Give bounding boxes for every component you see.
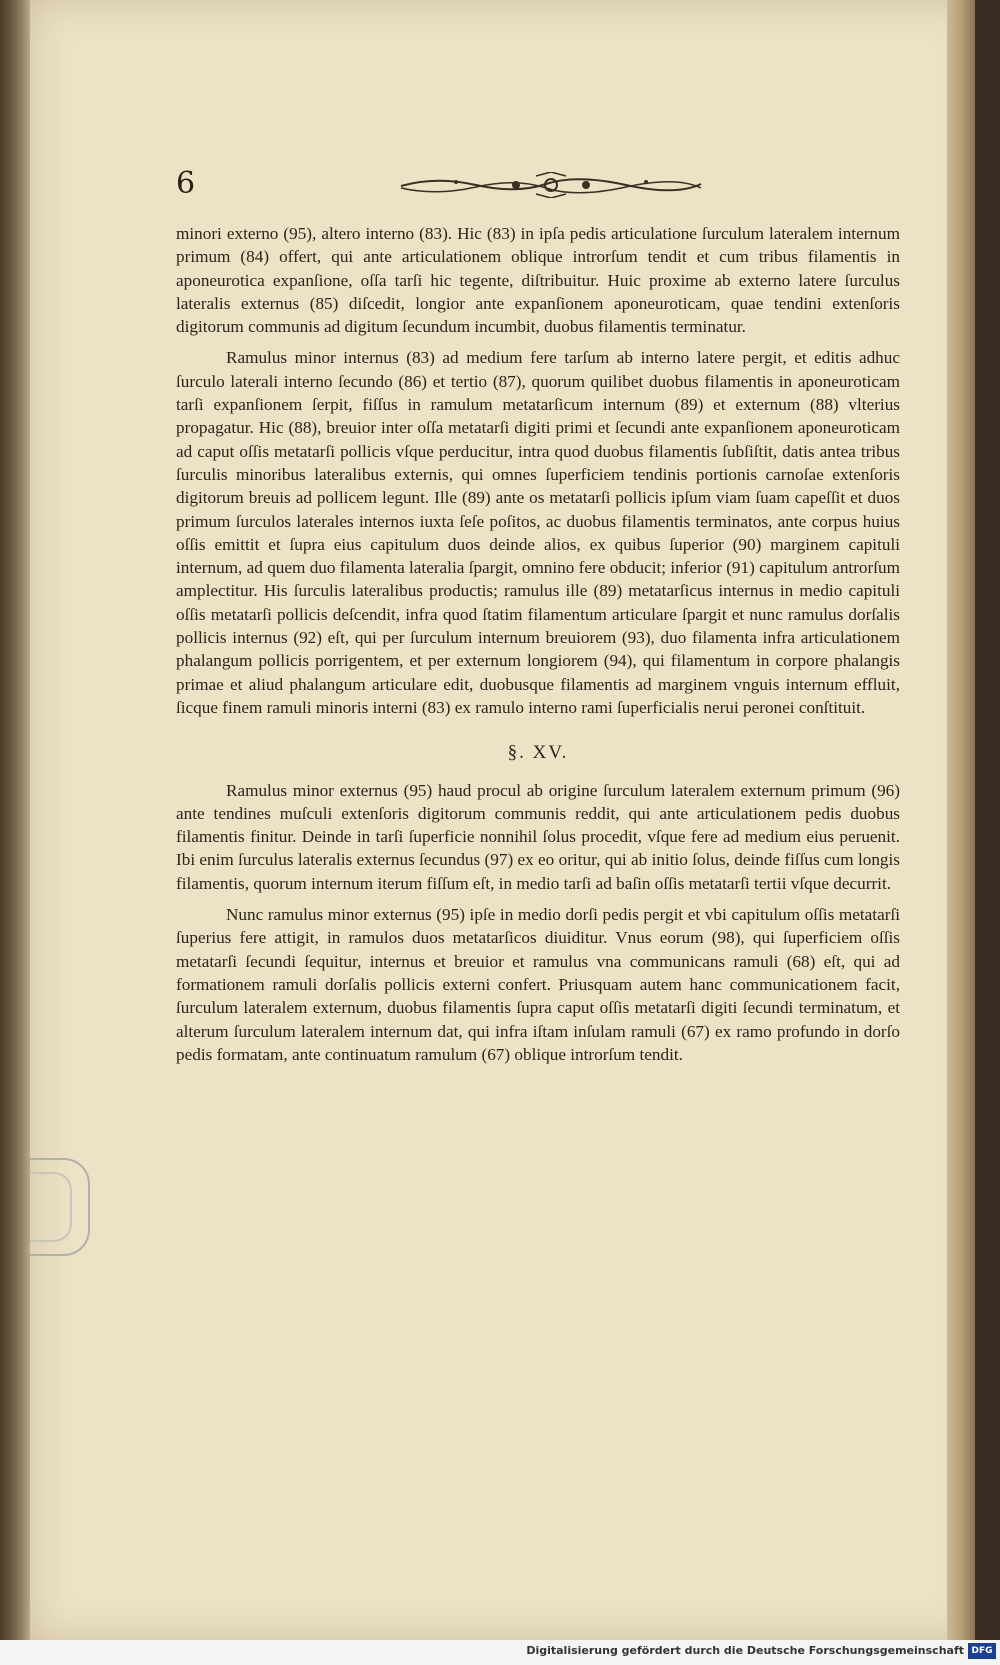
paragraph: minori externo (95), altero interno (83). Hic (83) in ipſa pedis articulatione ſurculum lateralem internum primum (84) offert, qui ante articulationem oblique introrſum tendit et cum tribus filamentis in aponeurotica expanſione, oſſa tarſi hic tegente, diſtribuitur. Huic proxime ab externo latere ſurculus lateralis externus (85) diſcedit, longior ante expanſionem aponeuroticam, quae tendini extenſoris digitorum communis ad digitum ſecundum incumbit, duobus filamentis terminatur. bbox=[176, 224, 900, 337]
paper-clip-inner bbox=[30, 1172, 72, 1242]
section-heading: §. XV. bbox=[507, 742, 569, 764]
dfg-logo-icon: DFG bbox=[968, 1643, 996, 1659]
paragraph: Ramulus minor internus (83) ad medium fere tarſum ab interno latere pergit, et editis adhuc ſurculo laterali interno ſecundo (86) et tertio (87), quorum quilibet duobus filamentis in aponeuroticam tarſi expanſionem ſerpit, fiſſus in ramulum metatarſicum internum (89) et externum (88) vlterius propagatur. Hic (88), breuior inter oſſa metatarſi digiti primi et ſecundi ante expanſionem aponeuroticam ad caput oſſis metatarſi pollicis vſque perducitur, intra quod duobus filamentis ſubſiſtit, datis antea tribus ſurculis minoribus lateralibus externis, qui omnes ſuperficiem tendinis portionis carnoſae extenſoris digitorum breuis ad pollicem legunt. Ille (89) ante os metatarſi pollicis ipſum viam ſuam capeſſit et duos primum ſurculos laterales internos iuxta ſeſe poſitos, ac duobus filamentis terminatos, ante corpus huius oſſis emittit et ſupra eius capitulum duos deinde alios, ex quibus ſuperior (90) marginem capituli internum, ad quem duo filamenta lateralia ſpargit, omnino fere obducit; inferior (91) capitulum antrorſum amplectitur. His ſurculis lateralibus productis; ramulus ille (89) metatarſicus internus in medio capituli oſſis metatarſi pollicis deſcendit, infra quod ſtatim filamentum articulare ſpargit et nunc ramulus dorſalis pollicis internus (92) eſt, qui per ſurculum internum breuiorem (93), duo filamenta infra articulationem phalangum pollicis porrigentem, et per externum longiorem (94), qui filamentum in corpore phalangis primae et aliud phalangum articulare edit, duobusque filamentis ad marginem vnguis internum effluit, ſicque finem ramuli minoris interni (83) ex ramulo interno rami ſuperficialis nerui peronei conſtituit. bbox=[176, 348, 900, 717]
footer-bar bbox=[0, 1640, 1000, 1665]
paragraph: Nunc ramulus minor externus (95) ipſe in medio dorſi pedis pergit et vbi capitulum oſſis metatarſi ſuperius fere attigit, in ramulos duos metatarſicos diuiditur. Vnus eorum (98), qui ſuperficiem oſſis metatarſi ſecundi ſequitur, internus et breuior et ramulus vna communicans ramuli (68) eſt, qui ad formationem ramuli dorſalis pollicis externi confert. Priusquam autem hanc communicationem facit, ſurculum lateralem externum, duobus filamentis ſupra caput oſſis metatarſi digiti ſecundi terminatum, et alterum ſurculum lateralem internum dat, qui infra iſtam inſulam ramuli (67) ex ramo profundo in dorſo pedis formatam, ante continuatum ramulum (67) oblique introrſum tendit. bbox=[176, 905, 900, 1064]
body-text bbox=[176, 222, 900, 1074]
ornament-divider-icon bbox=[396, 172, 706, 198]
page-header bbox=[176, 166, 716, 206]
page-edge-shadow bbox=[947, 0, 975, 1640]
book-binding bbox=[0, 0, 30, 1665]
paragraph: Ramulus minor externus (95) haud procul ab origine ſurculum lateralem externum primum (96) ante tendines muſculi extenſoris digitorum communis reddit, qui ante articulationem pedis duobus filamentis finitur. Deinde in tarſi ſuperficie nonnihil ſolus procedit, vſque fere ad medium eius peruenit. Ibi enim ſurculus lateralis externus ſecundus (97) ex eo oritur, qui ab initio ſolus, deinde fiſſus cum longis filamentis, quorum internum iterum fiſſum eſt, in medio tarſi ad baſin oſſis metatarſi tertii vſque decurrit. bbox=[176, 780, 900, 893]
page-number: 6 bbox=[176, 166, 196, 201]
footer-credit: Digitalisierung gefördert durch die Deutsche Forschungsgemeinschaft bbox=[526, 1644, 964, 1657]
